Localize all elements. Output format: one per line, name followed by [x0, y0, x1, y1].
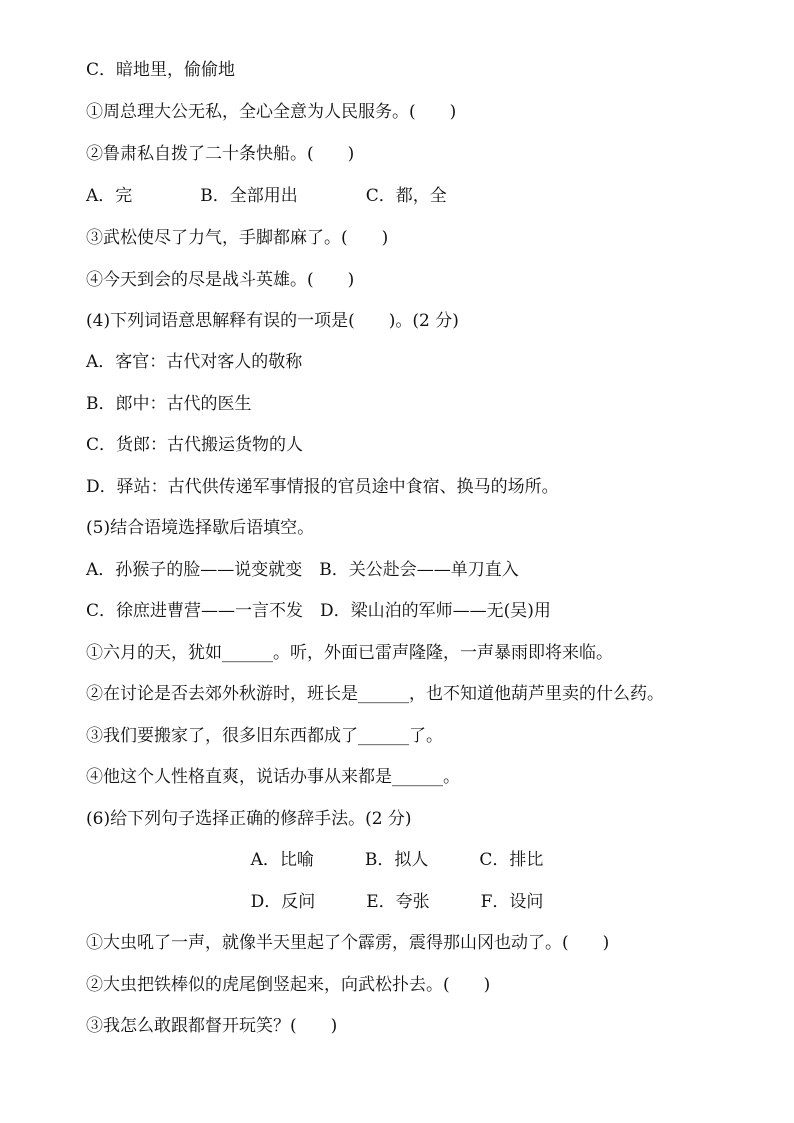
options-cd-line: C．徐庶进曹营——一言不发 D．梁山泊的军师——无(吴)用	[86, 601, 551, 621]
rhetoric-options-line-2: D．反问 E．夸张 F．设问	[250, 892, 544, 912]
question-6-heading: (6)给下列句子选择正确的修辞手法。(2 分)	[86, 809, 412, 829]
rhetoric-item-1: ①大虫吼了一声，就像半天里起了个霹雳，震得那山冈也动了。( )	[86, 933, 610, 953]
options-ab-line: A．孙猴子的脸——说变就变 B．关公赴会——单刀直入	[86, 560, 519, 580]
question-item-4: ④今天到会的尽是战斗英雄。( )	[86, 270, 355, 290]
option-d: D．驿站：古代供传递军事情报的官员途中食宿、换马的场所。	[86, 477, 559, 497]
rhetoric-options-line-1: A．比喻 B．拟人 C．排比	[250, 850, 544, 870]
fill-in-item-3: ③我们要搬家了，很多旧东西都成了______了。	[86, 726, 443, 746]
option-c: C．货郎：古代搬运货物的人	[86, 435, 304, 455]
rhetoric-item-2: ②大虫把铁棒似的虎尾倒竖起来，向武松扑去。( )	[86, 975, 491, 995]
question-item-2: ②鲁肃私自拨了二十条快船。( )	[86, 144, 355, 164]
option-a: A．客官：古代对客人的敬称	[86, 352, 303, 372]
question-5-heading: (5)结合语境选择歇后语填空。	[86, 518, 315, 538]
question-4-heading: (4)下列词语意思解释有误的一项是( )。(2 分)	[86, 311, 459, 331]
fill-in-item-2: ②在讨论是否去郊外秋游时，班长是______，也不知道他葫芦里卖的什么药。	[86, 684, 664, 704]
option-c-line: C．暗地里，偷偷地	[86, 60, 236, 80]
rhetoric-item-3: ③我怎么敢跟都督开玩笑？( )	[86, 1016, 338, 1036]
question-item-3: ③武松使尽了力气，手脚都麻了。( )	[86, 228, 389, 248]
question-item-1: ①周总理大公无私，全心全意为人民服务。( )	[86, 102, 457, 122]
fill-in-item-1: ①六月的天，犹如______。听，外面已雷声隆隆，一声暴雨即将来临。	[86, 643, 613, 663]
option-b: B．郎中：古代的医生	[86, 394, 252, 414]
options-line: A．完 B．全部用出 C．都，全	[86, 186, 447, 206]
fill-in-item-4: ④他这个人性格直爽，说话办事从来都是______。	[86, 767, 460, 787]
